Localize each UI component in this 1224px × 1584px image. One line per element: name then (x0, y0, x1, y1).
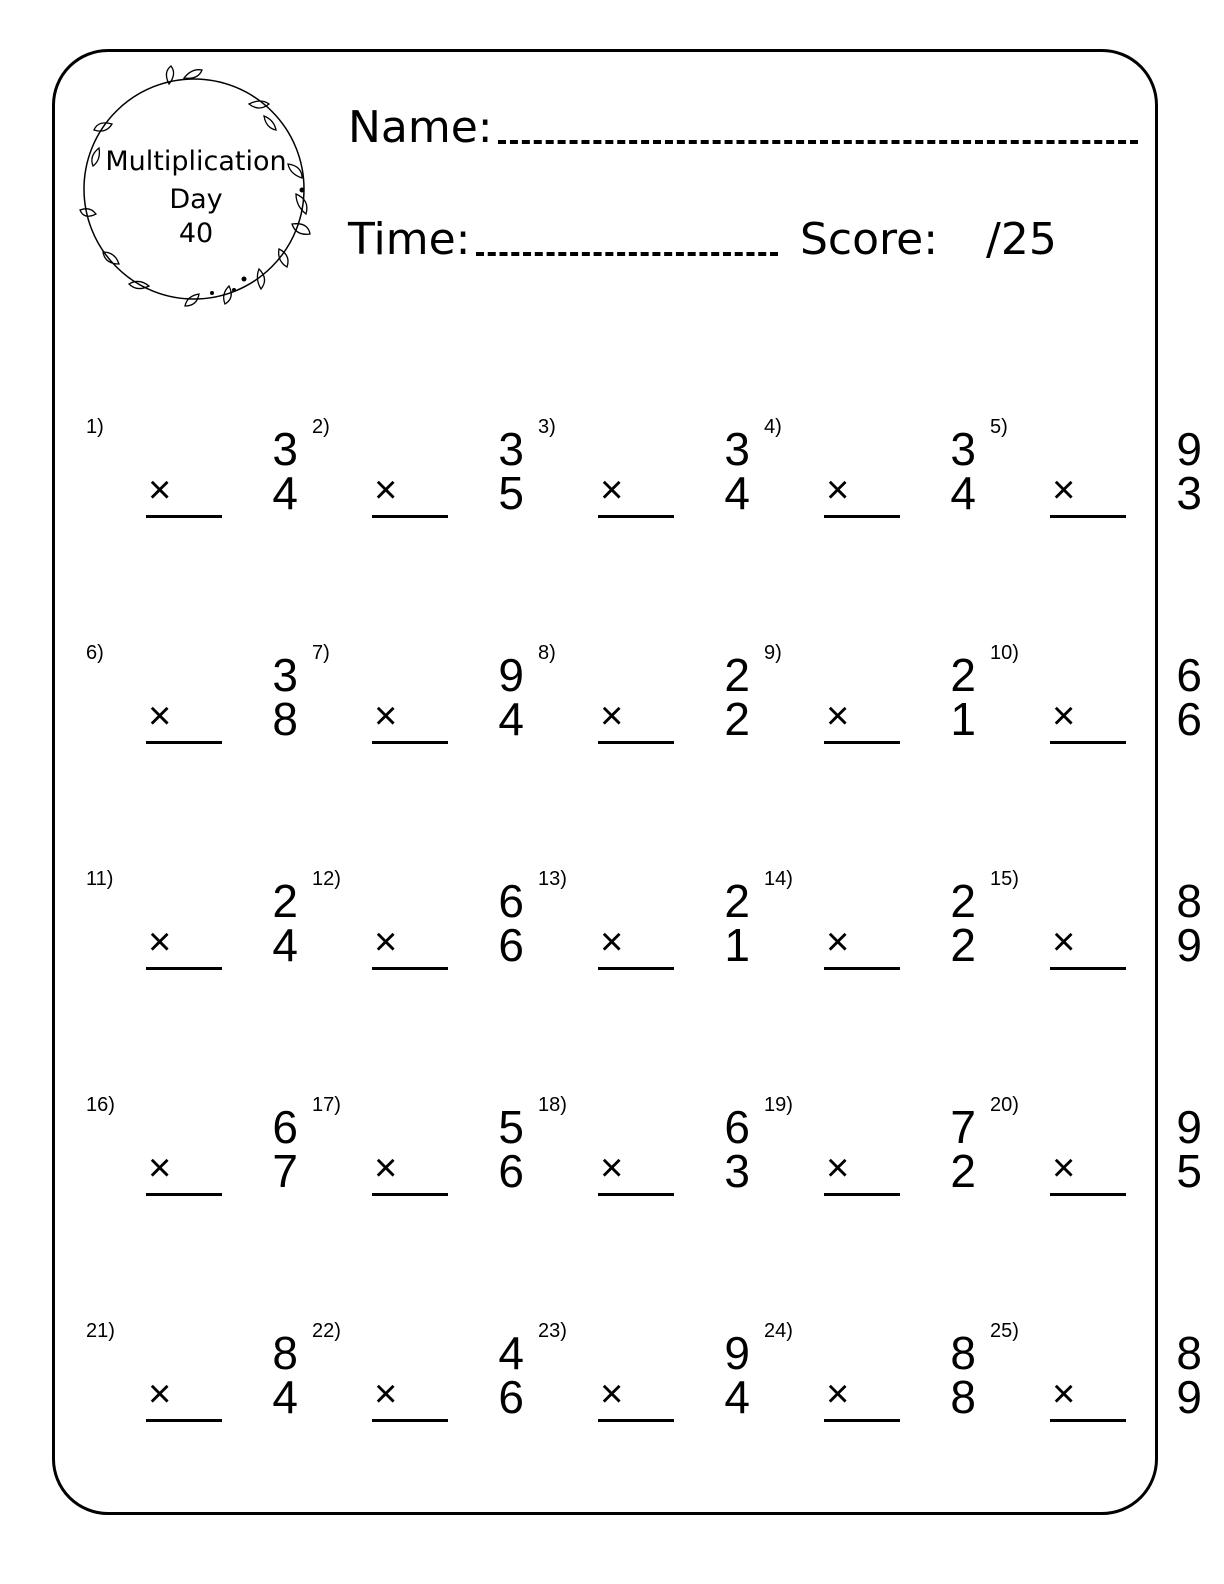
problem-item (538, 868, 750, 978)
score-label: Score: (800, 214, 939, 265)
multiplier: 6 (1176, 693, 1202, 745)
problem-number: 3) (538, 416, 556, 438)
times-sign: × (826, 920, 850, 964)
answer-line[interactable] (1050, 1193, 1126, 1196)
multiplier: 2 (724, 693, 750, 745)
multiplicand: 8 (1176, 875, 1202, 927)
times-sign: × (600, 468, 624, 512)
multiplier: 4 (724, 1371, 750, 1423)
multiplicand: 9 (1176, 423, 1202, 475)
answer-line[interactable] (598, 967, 674, 970)
problem-item (538, 642, 750, 752)
multiplicand: 3 (272, 423, 298, 475)
problem-item (312, 642, 524, 752)
problem-number: 5) (990, 416, 1008, 438)
multiplier: 1 (724, 919, 750, 971)
multiplicand: 2 (724, 875, 750, 927)
time-field-line[interactable] (476, 252, 778, 256)
times-sign: × (826, 1146, 850, 1190)
times-sign: × (600, 920, 624, 964)
answer-line[interactable] (372, 967, 448, 970)
problem-item (312, 1094, 524, 1204)
multiplier: 2 (950, 919, 976, 971)
times-sign: × (600, 694, 624, 738)
answer-line[interactable] (146, 515, 222, 518)
multiplier: 6 (498, 1371, 524, 1423)
multiplier: 2 (950, 1145, 976, 1197)
problem-item (538, 1094, 750, 1204)
problem-item (312, 1320, 524, 1430)
multiplier: 6 (498, 919, 524, 971)
multiplier: 8 (950, 1371, 976, 1423)
answer-line[interactable] (372, 1419, 448, 1422)
problem-number: 24) (764, 1320, 793, 1342)
times-sign: × (826, 468, 850, 512)
multiplier: 6 (498, 1145, 524, 1197)
answer-line[interactable] (824, 741, 900, 744)
problem-item (86, 868, 298, 978)
answer-line[interactable] (824, 1193, 900, 1196)
times-sign: × (1052, 1372, 1076, 1416)
answer-line[interactable] (824, 515, 900, 518)
problem-number: 2) (312, 416, 330, 438)
multiplicand: 2 (950, 649, 976, 701)
answer-line[interactable] (598, 741, 674, 744)
problem-item (312, 868, 524, 978)
times-sign: × (374, 468, 398, 512)
multiplicand: 9 (1176, 1101, 1202, 1153)
multiplier: 4 (272, 1371, 298, 1423)
problem-number: 11) (86, 868, 114, 890)
multiplier: 4 (272, 467, 298, 519)
times-sign: × (600, 1372, 624, 1416)
answer-line[interactable] (598, 1193, 674, 1196)
name-field-line[interactable] (498, 140, 1138, 144)
multiplicand: 5 (498, 1101, 524, 1153)
problem-number: 23) (538, 1320, 567, 1342)
answer-line[interactable] (824, 967, 900, 970)
problem-item (764, 416, 976, 526)
times-sign: × (148, 920, 172, 964)
times-sign: × (1052, 1146, 1076, 1190)
times-sign: × (148, 468, 172, 512)
multiplicand: 2 (724, 649, 750, 701)
problem-item (990, 1094, 1202, 1204)
multiplicand: 6 (724, 1101, 750, 1153)
multiplicand: 3 (724, 423, 750, 475)
answer-line[interactable] (1050, 515, 1126, 518)
times-sign: × (148, 694, 172, 738)
answer-line[interactable] (598, 515, 674, 518)
times-sign: × (826, 694, 850, 738)
multiplicand: 6 (1176, 649, 1202, 701)
badge-day-number: 40 (178, 218, 214, 249)
multiplicand: 8 (950, 1327, 976, 1379)
answer-line[interactable] (1050, 1419, 1126, 1422)
problem-number: 14) (764, 868, 793, 890)
problem-number: 25) (990, 1320, 1019, 1342)
answer-line[interactable] (372, 741, 448, 744)
multiplicand: 3 (498, 423, 524, 475)
multiplier: 3 (1176, 467, 1202, 519)
multiplicand: 9 (724, 1327, 750, 1379)
multiplier: 7 (272, 1145, 298, 1197)
times-sign: × (1052, 694, 1076, 738)
times-sign: × (1052, 920, 1076, 964)
problem-item (312, 416, 524, 526)
title-badge (74, 64, 318, 308)
multiplicand: 3 (950, 423, 976, 475)
problem-number: 15) (990, 868, 1019, 890)
answer-line[interactable] (1050, 967, 1126, 970)
problem-number: 10) (990, 642, 1019, 664)
multiplicand: 6 (498, 875, 524, 927)
problem-number: 7) (312, 642, 330, 664)
score-total: /25 (986, 214, 1057, 265)
multiplicand: 2 (272, 875, 298, 927)
problem-item (990, 642, 1202, 752)
problem-number: 4) (764, 416, 782, 438)
times-sign: × (1052, 468, 1076, 512)
problem-item (538, 1320, 750, 1430)
multiplicand: 6 (272, 1101, 298, 1153)
problem-item (764, 1094, 976, 1204)
problem-number: 16) (86, 1094, 115, 1116)
problem-number: 18) (538, 1094, 567, 1116)
problem-item (86, 416, 298, 526)
times-sign: × (374, 1146, 398, 1190)
problem-item (990, 416, 1202, 526)
multiplier: 5 (1176, 1145, 1202, 1197)
multiplier: 4 (724, 467, 750, 519)
problem-number: 9) (764, 642, 782, 664)
name-label: Name: (348, 102, 493, 153)
answer-line[interactable] (598, 1419, 674, 1422)
answer-line[interactable] (146, 1193, 222, 1196)
times-sign: × (148, 1146, 172, 1190)
times-sign: × (148, 1372, 172, 1416)
multiplicand: 9 (498, 649, 524, 701)
time-label: Time: (348, 214, 471, 265)
problem-number: 17) (312, 1094, 341, 1116)
multiplier: 5 (498, 467, 524, 519)
problem-number: 21) (86, 1320, 115, 1342)
answer-line[interactable] (372, 1193, 448, 1196)
problem-item (538, 416, 750, 526)
multiplicand: 8 (1176, 1327, 1202, 1379)
badge-day-label: Day (169, 184, 223, 215)
multiplier: 9 (1176, 1371, 1202, 1423)
multiplier: 3 (724, 1145, 750, 1197)
problem-number: 19) (764, 1094, 793, 1116)
multiplier: 8 (272, 693, 298, 745)
multiplicand: 7 (950, 1101, 976, 1153)
multiplier: 1 (950, 693, 976, 745)
answer-line[interactable] (824, 1419, 900, 1422)
times-sign: × (600, 1146, 624, 1190)
problem-number: 8) (538, 642, 556, 664)
answer-line[interactable] (372, 515, 448, 518)
problem-number: 13) (538, 868, 567, 890)
times-sign: × (826, 1372, 850, 1416)
problem-number: 1) (86, 416, 104, 438)
badge-title: Multiplication (105, 146, 287, 177)
multiplicand: 8 (272, 1327, 298, 1379)
times-sign: × (374, 1372, 398, 1416)
problem-item (990, 868, 1202, 978)
multiplicand: 4 (498, 1327, 524, 1379)
multiplier: 4 (498, 693, 524, 745)
times-sign: × (374, 694, 398, 738)
answer-line[interactable] (146, 1419, 222, 1422)
multiplier: 4 (950, 467, 976, 519)
answer-line[interactable] (1050, 741, 1126, 744)
answer-line[interactable] (146, 741, 222, 744)
problem-item (764, 1320, 976, 1430)
multiplicand: 3 (272, 649, 298, 701)
problem-item (86, 642, 298, 752)
problem-number: 22) (312, 1320, 341, 1342)
problem-number: 20) (990, 1094, 1019, 1116)
problem-number: 6) (86, 642, 104, 664)
problem-item (764, 868, 976, 978)
multiplier: 9 (1176, 919, 1202, 971)
problem-number: 12) (312, 868, 341, 890)
problem-item (86, 1320, 298, 1430)
times-sign: × (374, 920, 398, 964)
problem-item (86, 1094, 298, 1204)
problem-item (990, 1320, 1202, 1430)
multiplicand: 2 (950, 875, 976, 927)
answer-line[interactable] (146, 967, 222, 970)
multiplier: 4 (272, 919, 298, 971)
problem-item (764, 642, 976, 752)
